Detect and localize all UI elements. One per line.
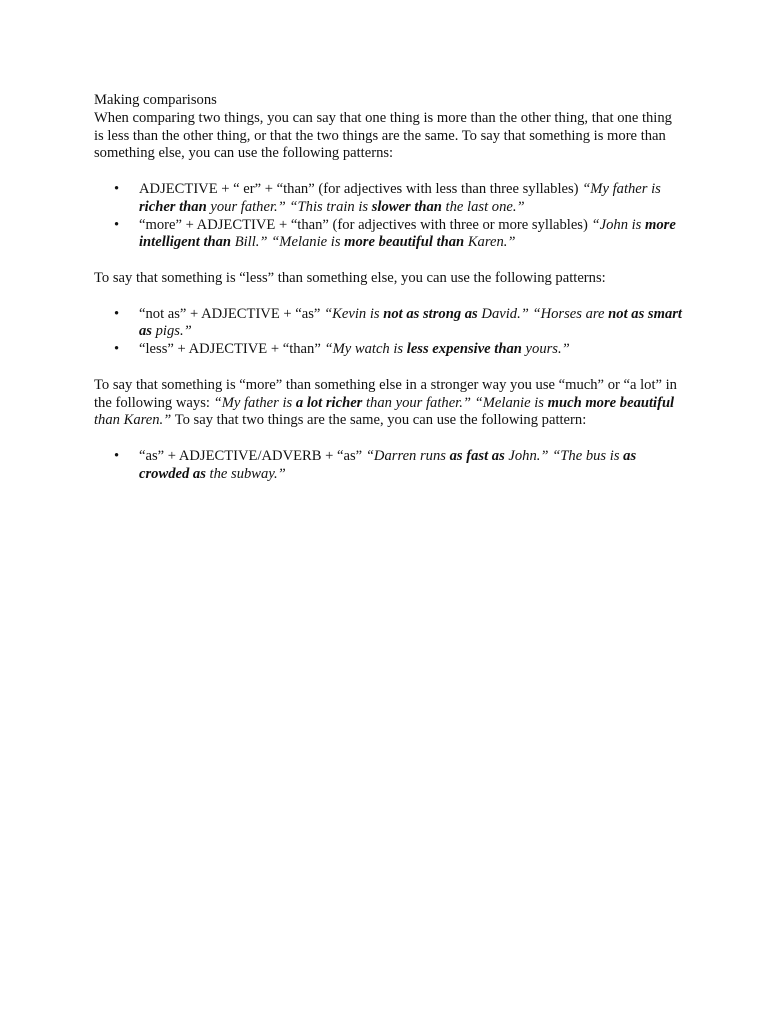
less-patterns-list: [94, 306, 684, 359]
example-text: “Horses are: [532, 305, 609, 322]
pattern-text: “less” + ADJECTIVE + “than”: [139, 341, 325, 358]
example-text: than your father.”: [362, 394, 475, 411]
example-text: “My watch is: [324, 341, 407, 358]
example-emphasis: much more beautiful: [547, 394, 675, 411]
example-text: “Melanie is: [271, 234, 345, 251]
example-text: “Darren runs: [365, 447, 450, 464]
example-emphasis: as fast as: [449, 447, 505, 464]
example-text: “My father is: [582, 180, 661, 197]
example-text: than Karen.”: [94, 412, 172, 429]
less-intro-paragraph: To say that something is “less” than something else, you can use the following patterns:: [94, 269, 606, 286]
example-text: David.”: [477, 305, 533, 322]
example-text: Karen.”: [464, 234, 516, 251]
example-emphasis: not as smart as: [139, 305, 682, 340]
pattern-text: “as” + ADJECTIVE/ADVERB + “as”: [139, 447, 366, 464]
example-emphasis: not as strong as: [383, 305, 478, 322]
bullet-icon: •: [114, 341, 120, 358]
same-patterns-list: [94, 448, 684, 484]
intro-paragraph: When comparing two things, you can say that one thing is more than the other thing, that one thing is less than the other thing, or that the two things are the same. To say that something is more than something else, you can use the following patterns:: [94, 109, 672, 162]
example-text: “John is: [591, 216, 646, 233]
example-emphasis: more intelligent than: [139, 216, 676, 251]
example-text: the last one.”: [441, 198, 525, 215]
example-text: Bill.”: [231, 234, 272, 251]
example-text: “My father is: [213, 394, 296, 411]
example-emphasis: slower than: [371, 198, 442, 215]
example-text: the subway.”: [205, 465, 286, 482]
list-item: [94, 217, 684, 253]
example-emphasis: as crowded as: [139, 447, 637, 482]
pattern-text: ADJECTIVE + “ er” + “than” (for adjectives with less than three syllables): [139, 180, 583, 197]
example-text: John.”: [504, 447, 553, 464]
more-patterns-list: [94, 181, 684, 252]
example-emphasis: a lot richer: [295, 394, 363, 411]
list-item: [94, 181, 684, 217]
document-title: Making comparisons: [94, 92, 217, 108]
paragraph-text: To say that something is “more” than something else in a stronger way you use “much” or “a lot” in the following ways:: [94, 376, 677, 411]
example-emphasis: less expensive than: [406, 341, 522, 358]
bullet-icon: •: [114, 305, 120, 322]
example-text: “Kevin is: [324, 305, 384, 322]
list-item: [94, 448, 684, 484]
bullet-icon: •: [114, 216, 120, 233]
example-text: your father.”: [206, 198, 290, 215]
pattern-text: “more” + ADJECTIVE + “than” (for adjectives with three or more syllables): [139, 216, 592, 233]
stronger-paragraph: [94, 377, 684, 430]
list-item: [94, 341, 684, 359]
list-item: [94, 306, 684, 342]
bullet-icon: •: [114, 180, 120, 197]
example-text: “Melanie is: [474, 394, 548, 411]
bullet-icon: •: [114, 447, 120, 464]
example-text: “The bus is: [552, 447, 624, 464]
document-body: [94, 92, 684, 484]
example-emphasis: richer than: [139, 198, 207, 215]
example-text: “This train is: [289, 198, 372, 215]
example-emphasis: more beautiful than: [344, 234, 465, 251]
pattern-text: “not as” + ADJECTIVE + “as”: [139, 305, 325, 322]
example-text: yours.”: [521, 341, 570, 358]
paragraph-text: To say that two things are the same, you can use the following pattern:: [171, 412, 587, 429]
example-text: pigs.”: [151, 323, 192, 340]
